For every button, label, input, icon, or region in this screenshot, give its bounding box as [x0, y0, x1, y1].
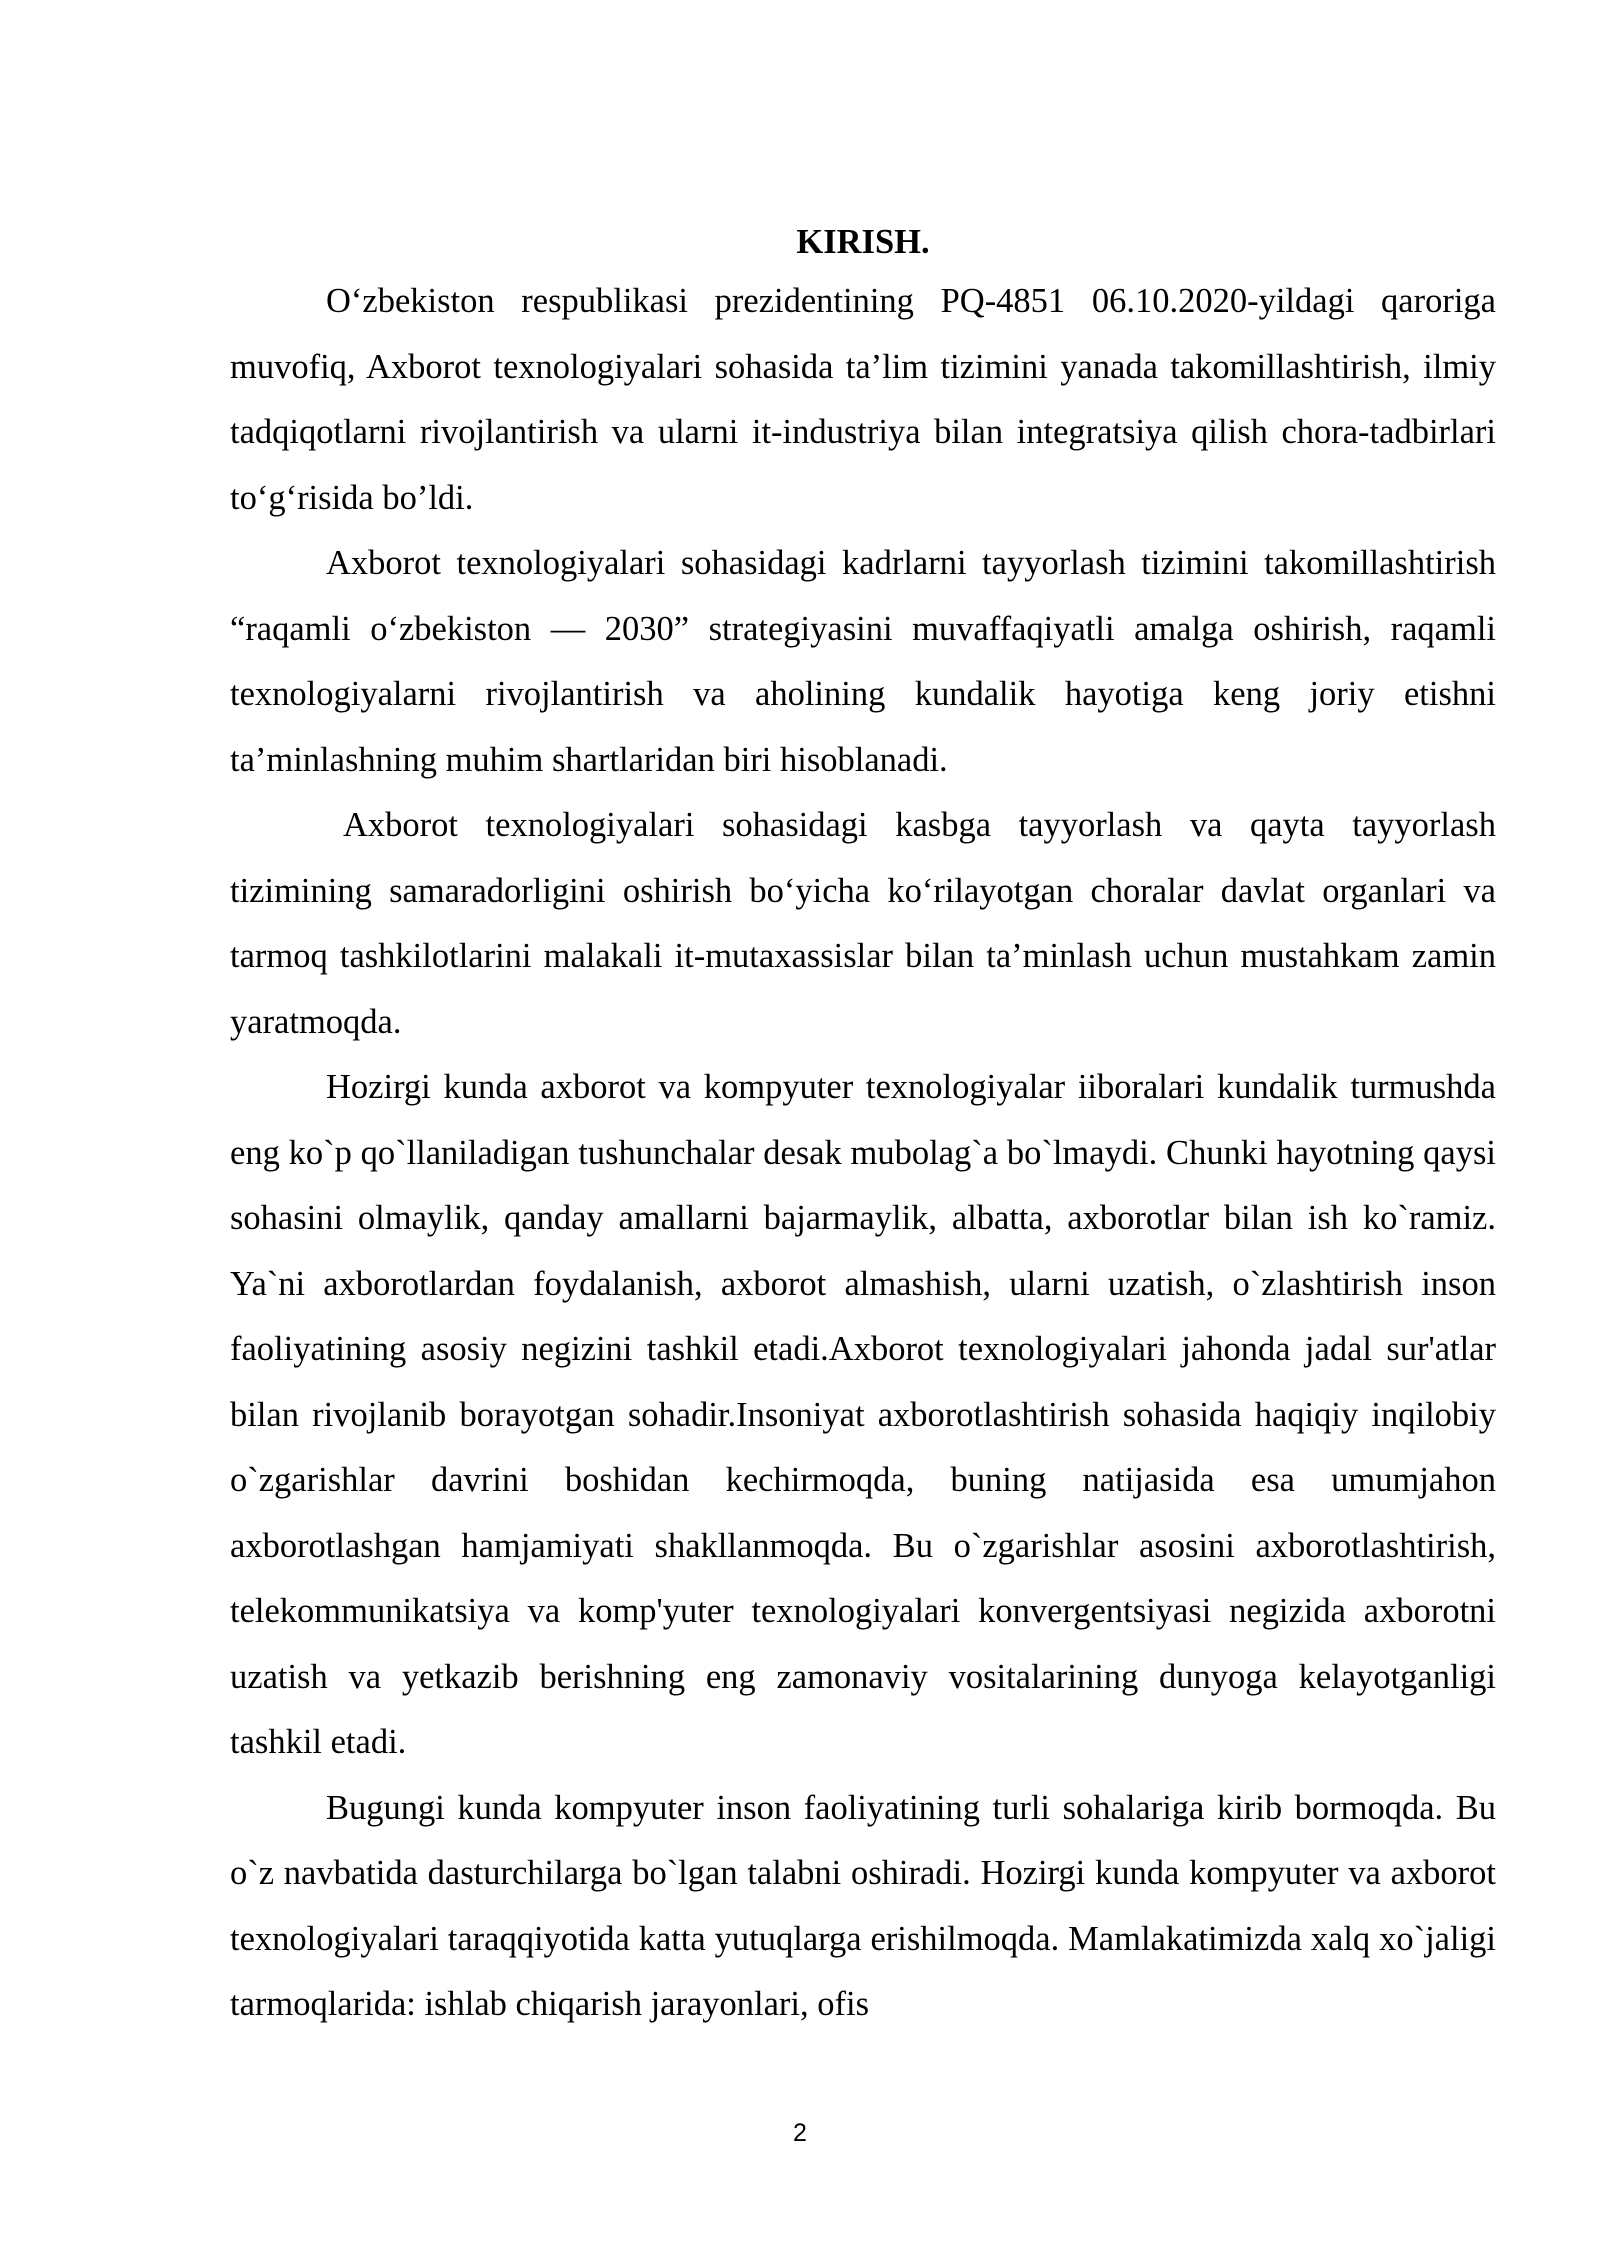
paragraph-retraining: Axborot texnologiyalari sohasidagi kasbga tayyorlash va qayta tayyorlash tizimining samaradorligini oshirish bo‘yicha ko‘rilayotgan choralar davlat organlari va tarmoq tashkilotlarini malakali it-mutaxassislar bilan ta’minlash uchun mustahkam zamin yaratmoqda.	[230, 806, 1496, 1041]
page-number: 2	[793, 2119, 807, 2147]
paragraph-computers-today: Bugungi kunda kompyuter inson faoliyatining turli sohalariga kirib bormoqda. Bu o`z navbatida dasturchilarga bo`lgan talabni oshiradi. Hozirgi kunda kompyuter va axborot texnologiyalari taraqqiyotida katta yutuqlarga erishilmoqda. Mamlakatimizda xalq xo`jaligi tarmoqlarida: ishlab chiqarish jarayonlari, ofis	[230, 1788, 1496, 2023]
paragraph-personnel-training: Axborot texnologiyalari sohasidagi kadrlarni tayyorlash tizimini takomillashtirish “raqamli o‘zbekiston — 2030” strategiyasini muvaffaqiyatli amalga oshirish, raqamli texnologiyalarni rivojlantirish va aholining kundalik hayotiga keng joriy etishni ta’minlashning muhim shartlaridan biri hisoblanadi.	[230, 544, 1496, 779]
paragraph-information-technologies: Hozirgi kunda axborot va kompyuter texnologiyalar iiboralari kundalik turmushda eng ko`p qo`llaniladigan tushunchalar desak mubolag`a bo`lmaydi. Chunki hayotning qaysi sohasini olmaylik, qanday amallarni bajarmaylik, albatta, axborotlar bilan ish ko`ramiz. Ya`ni axborotlardan foydalanish, axborot almashish, ularni uzatish, o`zlashtirish inson faoliyatining asosiy negizini tashkil etadi.Axborot texnologiyalari jahonda jadal sur'atlar bilan rivojlanib borayotgan sohadir.Insoniyat axborotlashtirish sohasida haqiqiy inqilobiy o`zgarishlar davrini boshidan kechirmoqda, buning natijasida esa umumjahon axborotlashgan hamjamiyati shakllanmoqda. Bu o`zgarishlar asosini axborotlashtirish, telekommunikatsiya va komp'yuter texnologiyalari konvergentsiyasi negizida axborotni uzatish va yetkazib berishning eng zamonaviy vositalarining dunyoga kelayotganligi tashkil etadi.	[230, 1068, 1496, 1761]
section-title: KIRISH.	[796, 223, 930, 261]
page-content	[230, 216, 1496, 2038]
paragraph-decree: O‘zbekiston respublikasi prezidentining PQ-4851 06.10.2020-yildagi qaroriga muvofiq, Axborot texnologiyalari sohasida ta’lim tizimini yanada takomillashtirish, ilmiy tadqiqotlarni rivojlantirish va ularni it-industriya bilan integratsiya qilish chora-tadbirlari to‘g‘risida bo’ldi.	[230, 282, 1496, 517]
